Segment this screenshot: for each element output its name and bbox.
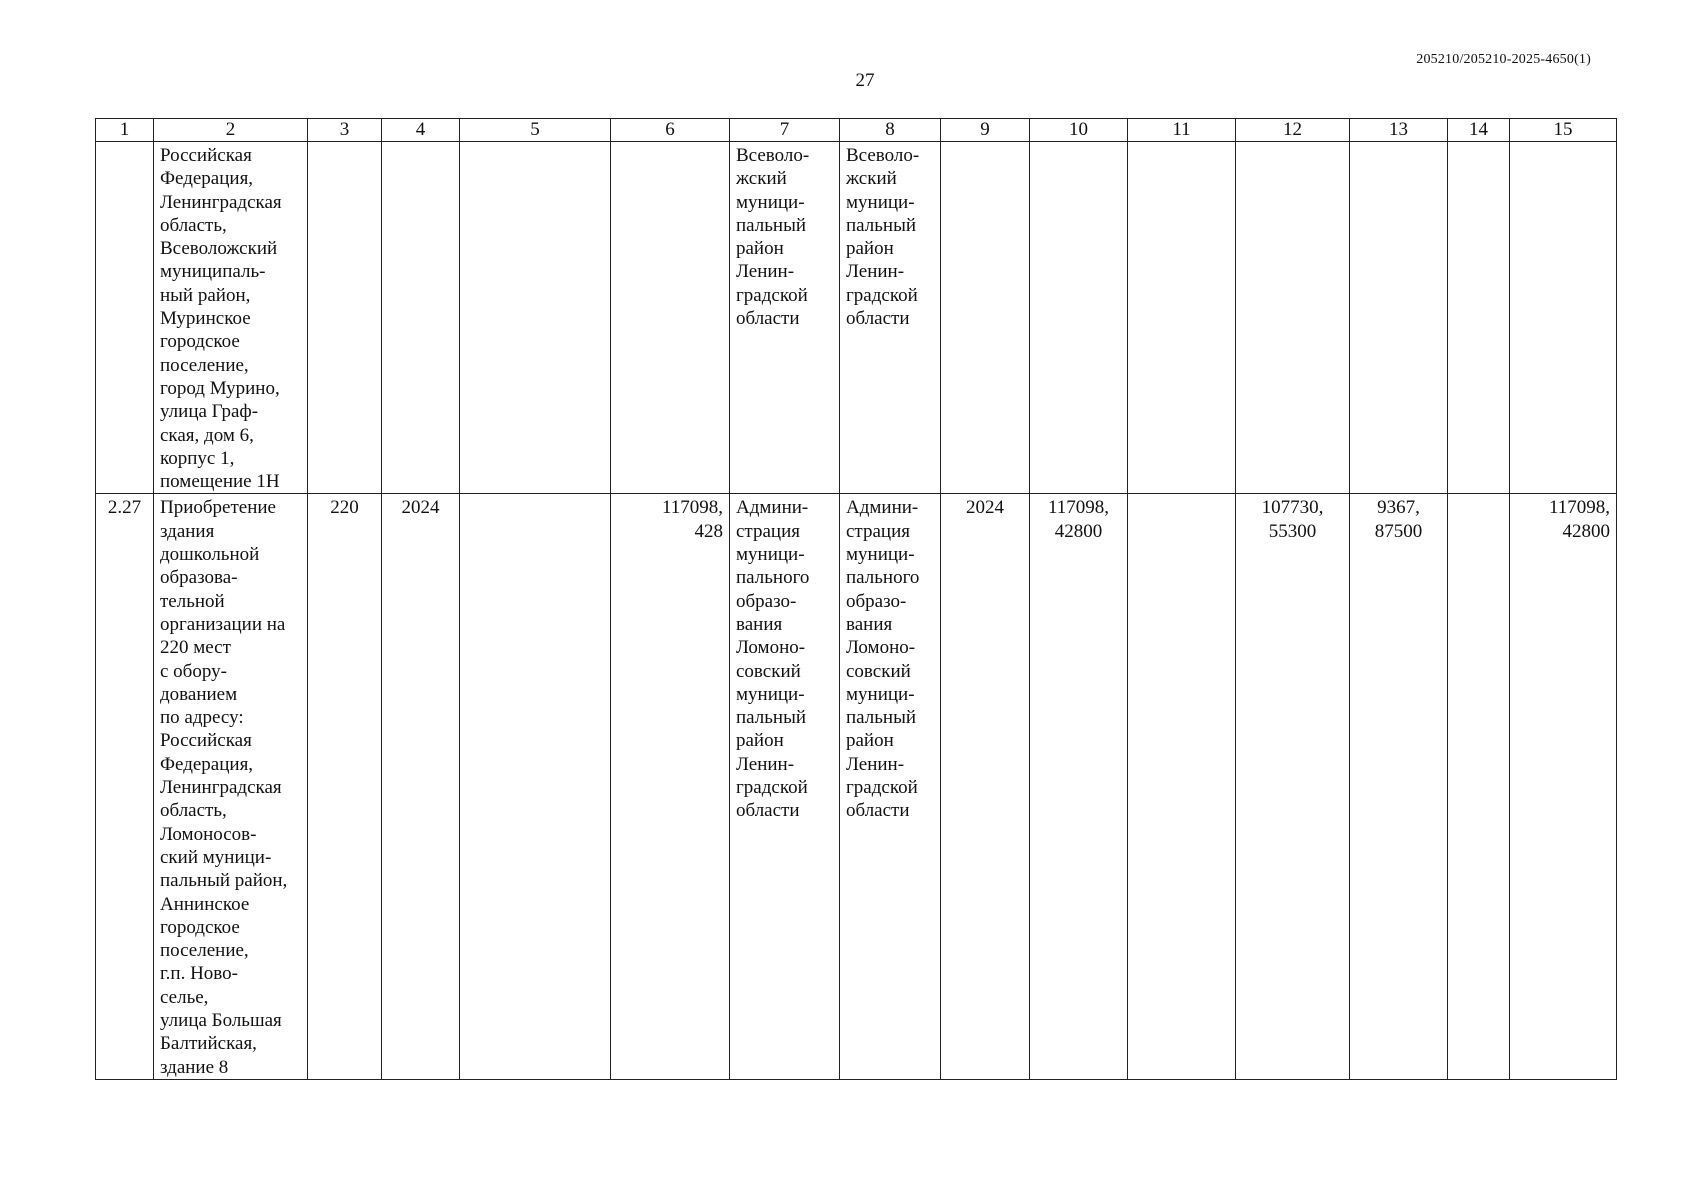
cell-cost <box>611 142 730 494</box>
cell-developer: Админи- страция муници- пального образо- вания Ломоно- совский муници- пальный район Ленин- градской области <box>840 494 941 1079</box>
cell-col9: 2024 <box>941 494 1030 1079</box>
cell-description: Российская Федерация, Ленинградская область, Всеволожский муниципаль- ный район, Муринское городское поселение, город Мурино, улица Граф- ская, дом 6, корпус 1, помещение 1Н <box>154 142 308 494</box>
column-number: 7 <box>730 119 840 142</box>
cell-year: 2024 <box>382 494 460 1079</box>
column-number-row <box>96 119 1617 142</box>
cell-number: 2.27 <box>96 494 154 1079</box>
cell-col11 <box>1128 142 1236 494</box>
cell-col10: 117098, 42800 <box>1030 494 1128 1079</box>
cell-col13: 9367, 87500 <box>1350 494 1448 1079</box>
column-number: 3 <box>308 119 382 142</box>
cell-col15 <box>1510 142 1617 494</box>
column-number: 11 <box>1128 119 1236 142</box>
table-row <box>96 142 1617 494</box>
cell-cost: 117098, 428 <box>611 494 730 1079</box>
column-number: 8 <box>840 119 941 142</box>
cell-col12 <box>1236 142 1350 494</box>
document-id: 205210/205210-2025-4650(1) <box>1416 52 1591 67</box>
cell-col10 <box>1030 142 1128 494</box>
cell-col12: 107730, 55300 <box>1236 494 1350 1079</box>
cell-col9 <box>941 142 1030 494</box>
cell-developer: Всеволо- жский муници- пальный район Ленин- градской области <box>840 142 941 494</box>
cell-customer: Всеволо- жский муници- пальный район Ленин- градской области <box>730 142 840 494</box>
cell-capacity: 220 <box>308 494 382 1079</box>
column-number: 13 <box>1350 119 1448 142</box>
column-number: 9 <box>941 119 1030 142</box>
cell-col14 <box>1448 142 1510 494</box>
column-number: 12 <box>1236 119 1350 142</box>
cell-number <box>96 142 154 494</box>
column-number: 5 <box>460 119 611 142</box>
data-table <box>95 118 1617 1080</box>
cell-col11 <box>1128 494 1236 1079</box>
cell-col5 <box>460 142 611 494</box>
cell-col15: 117098, 42800 <box>1510 494 1617 1079</box>
column-number: 14 <box>1448 119 1510 142</box>
cell-description: Приобретение здания дошкольной образова- тельной организации на 220 мест с обору- дованием по адресу: Российская Федерация, Ленинградская область, Ломоносов- ский муници- пальный район, Аннинское городское поселение, г.п. Ново- селье, улица Большая Балтийская, здание 8 <box>154 494 308 1079</box>
cell-col5 <box>460 494 611 1079</box>
column-number: 2 <box>154 119 308 142</box>
cell-customer: Админи- страция муници- пального образо- вания Ломоно- совский муници- пальный район Ленин- градской области <box>730 494 840 1079</box>
column-number: 4 <box>382 119 460 142</box>
cell-capacity <box>308 142 382 494</box>
column-number: 1 <box>96 119 154 142</box>
column-number: 6 <box>611 119 730 142</box>
cell-col13 <box>1350 142 1448 494</box>
cell-year <box>382 142 460 494</box>
table-row <box>96 494 1617 1079</box>
column-number: 15 <box>1510 119 1617 142</box>
column-number: 10 <box>1030 119 1128 142</box>
page-number: 27 <box>855 70 875 91</box>
cell-col14 <box>1448 494 1510 1079</box>
